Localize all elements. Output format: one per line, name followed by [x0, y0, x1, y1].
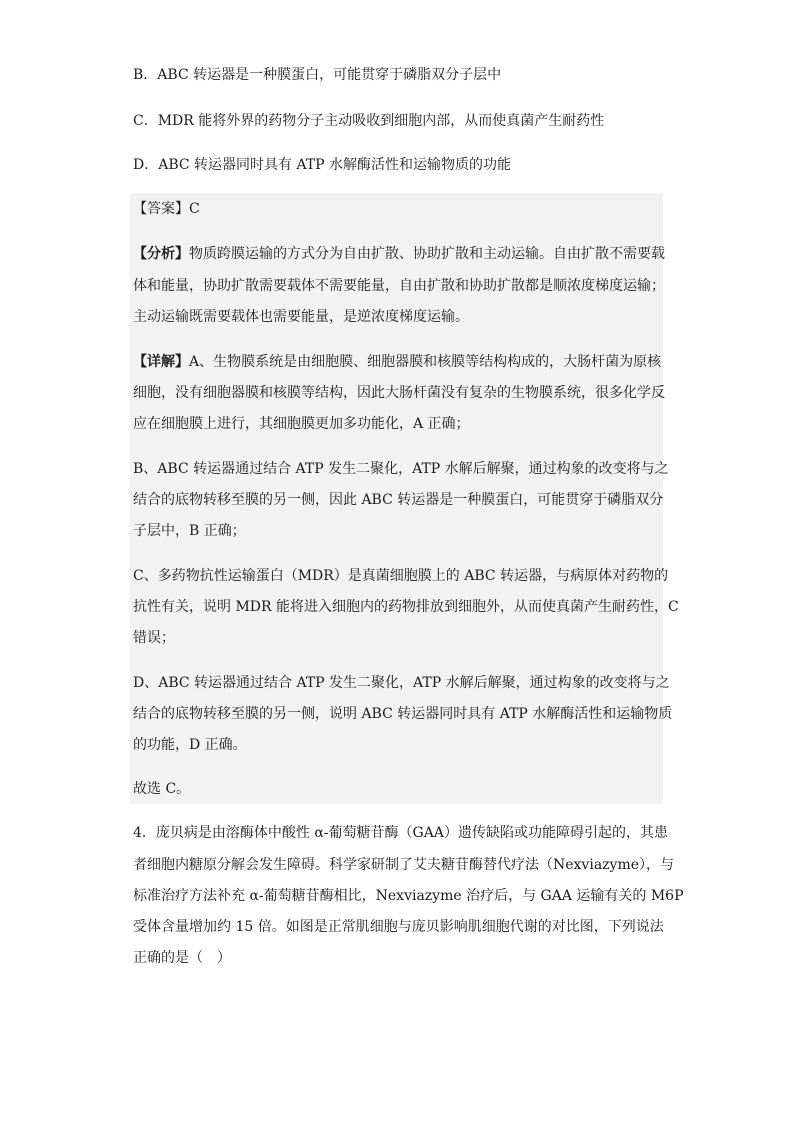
detail-b-line-2: 结合的底物转移至膜的另一侧，因此 ABC 转运器是一种膜蛋白，可能贯穿于磷脂双分	[133, 492, 664, 508]
detail-b-line-3: 子层中，B 正确；	[133, 523, 246, 539]
detail-label: 【详解】	[133, 354, 189, 370]
question-4-line-2: 者细胞内糖原分解会发生障碍。科学家研制了艾夫糖苷酶替代疗法（Nexviazyme），与	[133, 857, 675, 873]
answer-line	[133, 199, 668, 219]
detail-a-line-3: 应在细胞膜上进行，其细胞膜更加多功能化，A 正确；	[133, 416, 470, 432]
detail-c-line-3: 错误；	[133, 630, 175, 646]
option-c: C．MDR 能将外界的药物分子主动吸收到细胞内部，从而使真菌产生耐药性	[133, 113, 605, 129]
question-4-line-4: 受体含量增加约 15 倍。如图是正常肌细胞与庞贝影响肌细胞代谢的对比图，下列说法	[133, 919, 664, 935]
analysis-line-1: 【分析】物质跨膜运输的方式分为自由扩散、协助扩散和主动运输。自由扩散不需要载	[133, 246, 665, 262]
answer-label: 【答案】	[133, 201, 189, 217]
option-b: B．ABC 转运器是一种膜蛋白，可能贯穿于磷脂双分子层中	[133, 67, 502, 83]
question-4-line-3: 标准治疗方法补充 α-葡萄糖苷酶相比，Nexviazyme 治疗后，与 GAA 运输有关的 M6P	[133, 888, 684, 904]
question-4-line-1: 4．庞贝病是由溶酶体中酸性 α-葡萄糖苷酶（GAA）遗传缺陷或功能障碍引起的，其患	[133, 825, 668, 841]
question-4-line-5: 正确的是（ ）	[133, 950, 231, 966]
detail-d-line-3: 的功能，D 正确。	[133, 737, 247, 753]
detail-c-line-1: C、多药物抗性运输蛋白（MDR）是真菌细胞膜上的 ABC 转运器，与病原体对药物的	[133, 568, 669, 584]
detail-b-line-1: B、ABC 转运器通过结合 ATP 发生二聚化，ATP 水解后解聚，通过构象的改变将与之	[133, 461, 669, 477]
analysis-label: 【分析】	[133, 246, 189, 262]
analysis-line-2: 体和能量，协助扩散需要载体不需要能量，自由扩散和协助扩散都是顺浓度梯度运输；	[133, 278, 665, 294]
answer-value: C	[189, 201, 200, 217]
option-d: D．ABC 转运器同时具有 ATP 水解酶活性和运输物质的功能	[133, 157, 512, 173]
detail-a-line-1: 【详解】A、生物膜系统是由细胞膜、细胞器膜和核膜等结构构成的，大肠杆菌为原核	[133, 354, 662, 370]
detail-a-line-2: 细胞，没有细胞器膜和核膜等结构，因此大肠杆菌没有复杂的生物膜系统，很多化学反	[133, 385, 665, 401]
detail-c-line-2: 抗性有关，说明 MDR 能将进入细胞内的药物排放到细胞外，从而使真菌产生耐药性，C	[133, 599, 679, 615]
detail-d-line-1: D、ABC 转运器通过结合 ATP 发生二聚化，ATP 水解后解聚，通过构象的改变将与之	[133, 675, 670, 691]
analysis-line-3: 主动运输既需要载体也需要能量，是逆浓度梯度运输。	[133, 309, 469, 325]
detail-d-line-2: 结合的底物转移至膜的另一侧，说明 ABC 转运器同时具有 ATP 水解酶活性和运输物质	[133, 706, 673, 722]
conclusion-line: 故选 C。	[133, 781, 191, 797]
